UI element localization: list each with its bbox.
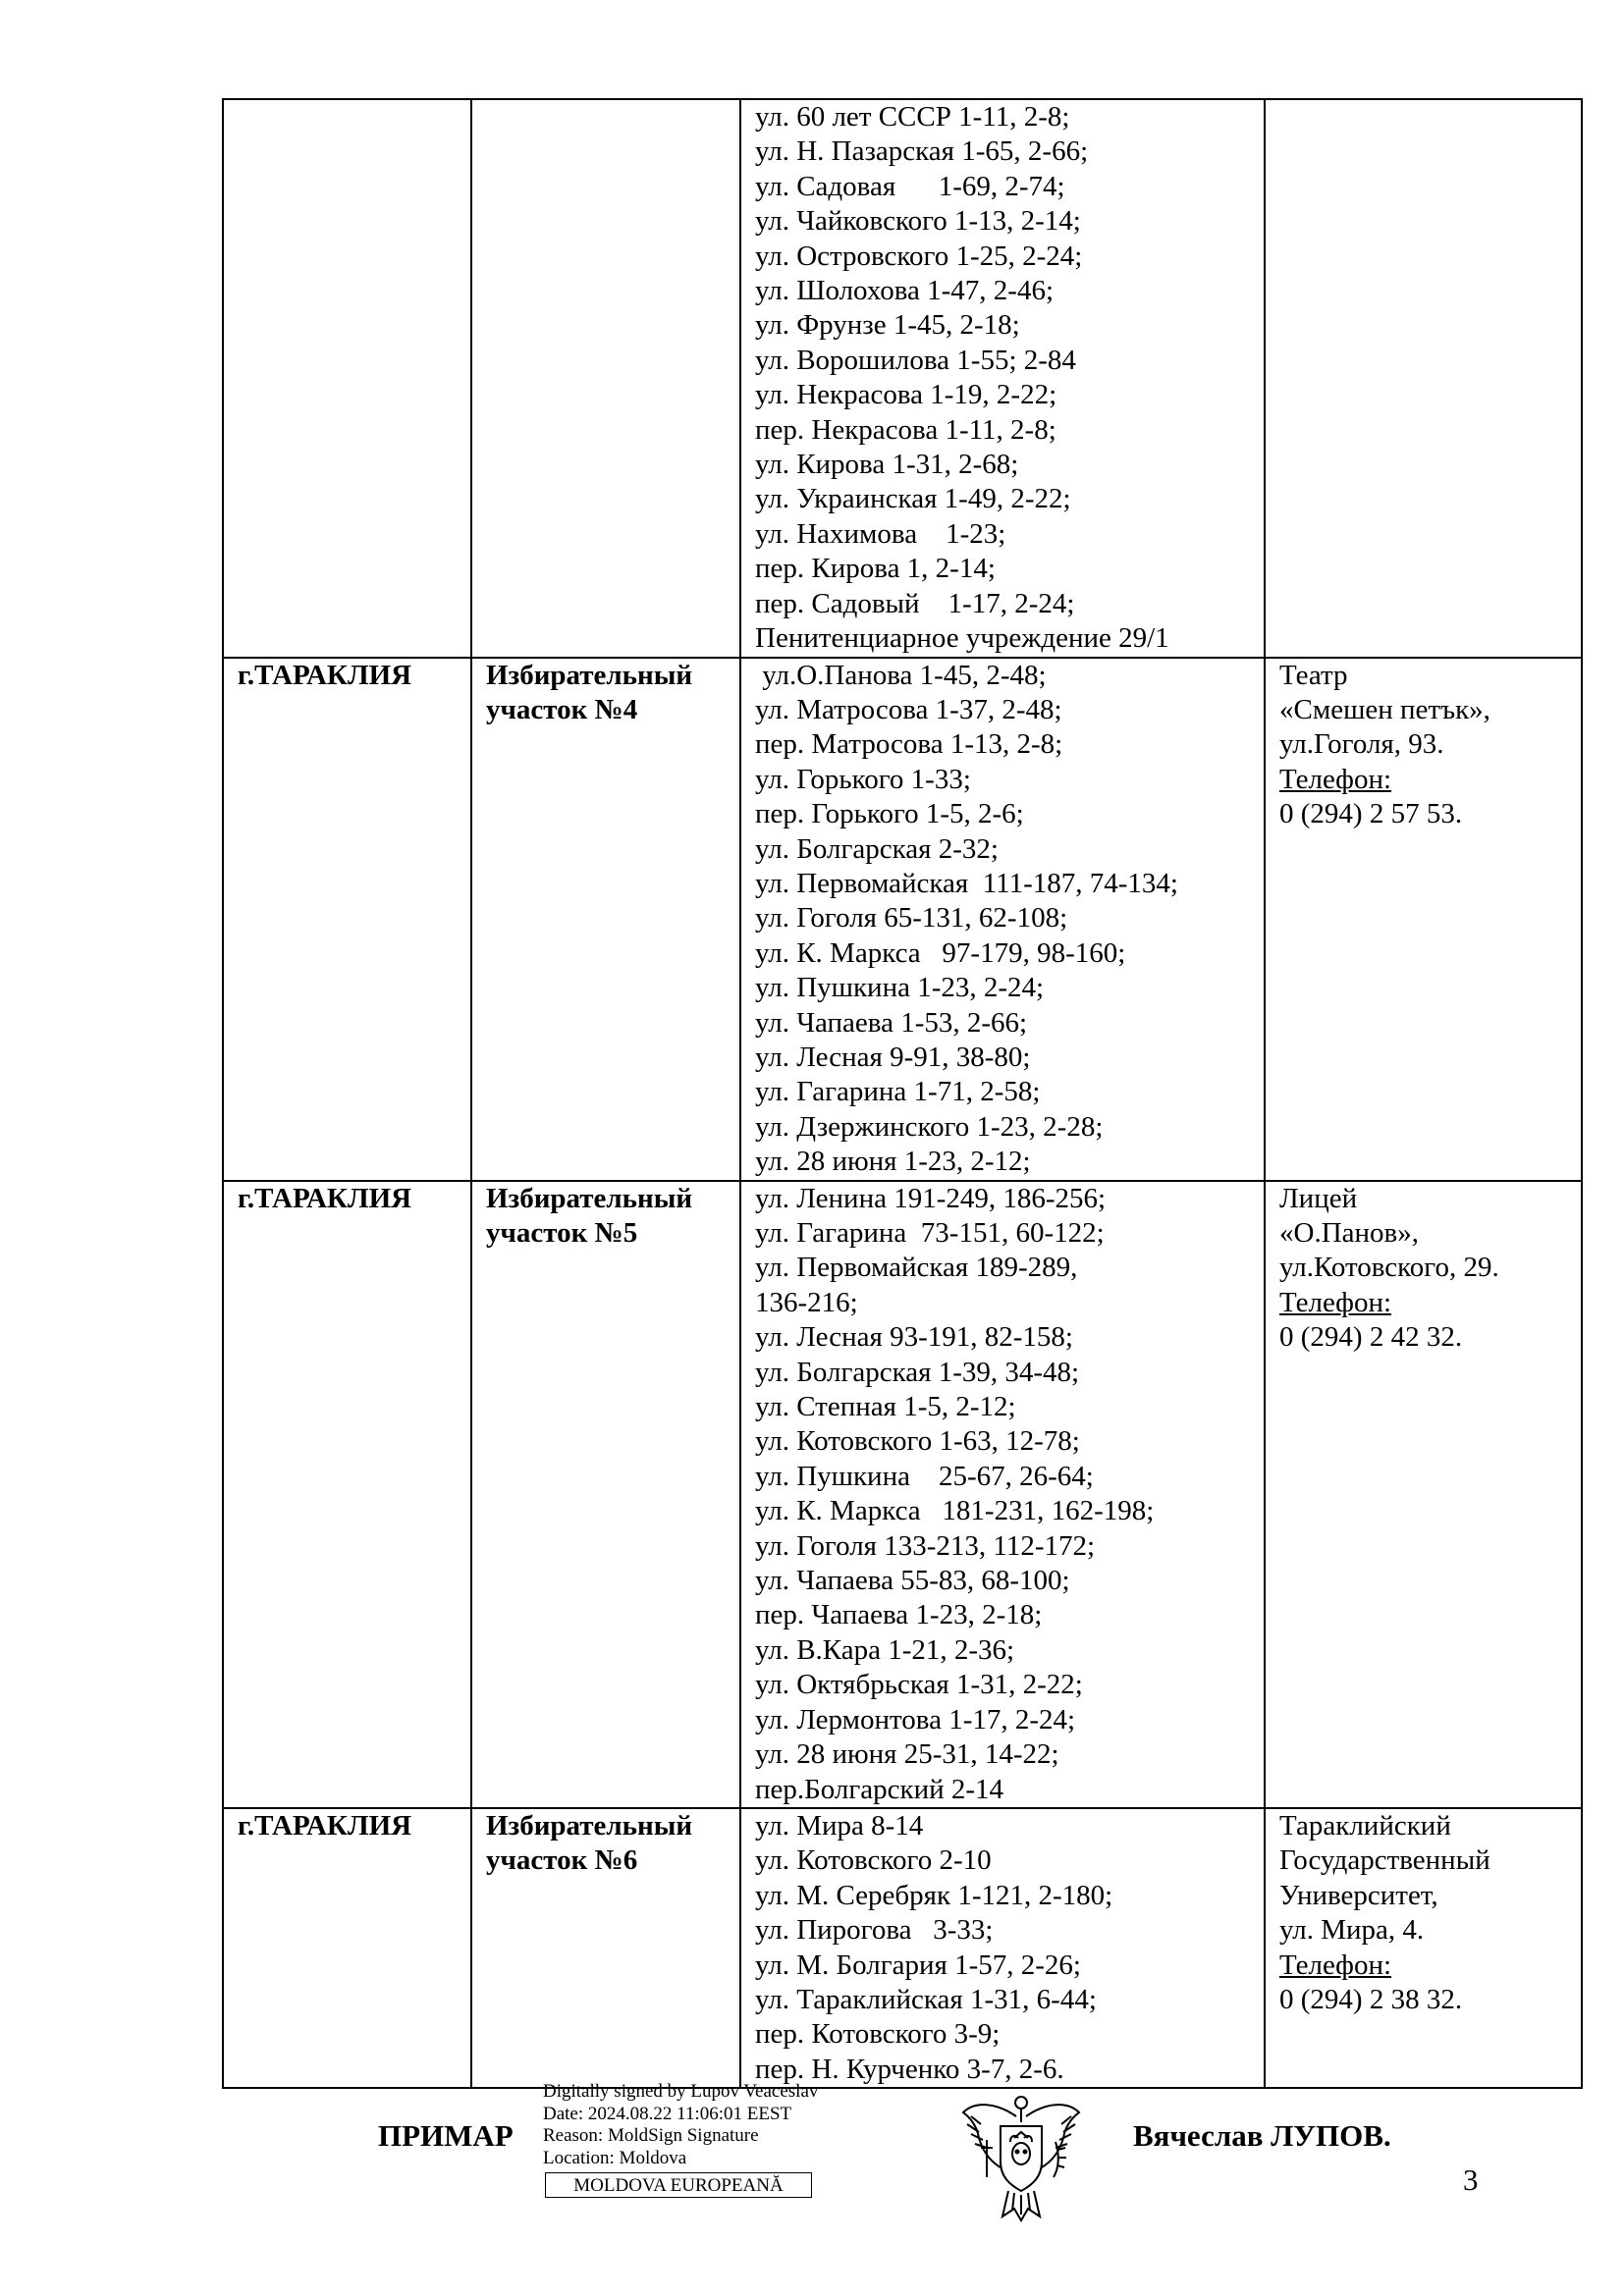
page-number: 3 [1463,2163,1479,2197]
location-cell [1265,99,1582,658]
street-line: ул. В.Кара 1-21, 2-36; [755,1633,1015,1666]
street-line: ул. Болгарская 1-39, 34-48; [755,1356,1080,1388]
location-line: Тараклийский [1279,1809,1451,1842]
district-cell [471,99,740,658]
location-line: ул.Гоголя, 93. [1279,728,1444,761]
city-cell: г.ТАРАКЛИЯ [223,1808,471,2088]
street-line: пер.Болгарский 2-14 [755,1773,1004,1805]
phone-label: Телефон: [1279,1286,1392,1318]
street-line: ул. Гагарина 1-71, 2-58; [755,1076,1041,1108]
street-line: ул. Некрасова 1-19, 2-22; [755,379,1057,411]
street-line: ул. М. Серебряк 1-121, 2-180; [755,1879,1113,1911]
mayor-name: Вячеслав ЛУПОВ. [1133,2118,1391,2153]
street-line: ул. Степная 1-5, 2-12; [755,1391,1016,1423]
city-cell: г.ТАРАКЛИЯ [223,1181,471,1808]
street-line: пер. Горького 1-5, 2-6; [755,798,1024,830]
street-line: пер. Чапаева 1-23, 2-18; [755,1599,1043,1631]
signature-line: Location: Moldova [543,2147,687,2168]
street-line: ул. Лесная 9-91, 38-80; [755,1041,1031,1073]
street-line: ул. Пирогова 3-33; [755,1914,994,1947]
street-line: ул. Пушкина 25-67, 26-64; [755,1460,1094,1492]
street-line: пер. Кирова 1, 2-14; [755,553,996,585]
street-line: ул. Гоголя 133-213, 112-172; [755,1529,1096,1562]
street-line: ул. 28 июня 1-23, 2-12; [755,1146,1031,1178]
city-cell [223,99,471,658]
street-line: ул. Первомайская 189-289, [755,1252,1078,1284]
street-line: ул. Болгарская 2-32; [755,832,999,865]
street-line: ул. Чапаева 1-53, 2-66; [755,1006,1028,1039]
phone-label: Телефон: [1279,763,1392,795]
phone-number: 0 (294) 2 57 53. [1279,798,1463,830]
street-line: ул. Мира 8-14 [755,1809,924,1842]
moldova-coat-of-arms-icon [957,2083,1085,2222]
street-line: ул. Лесная 93-191, 82-158; [755,1321,1073,1354]
street-line: пер. Котовского 3-9; [755,2018,1001,2051]
street-line: ул. Н. Пазарская 1-65, 2-66; [755,135,1089,168]
street-line: ул. Чапаева 55-83, 68-100; [755,1565,1070,1597]
street-line: ул. Лермонтова 1-17, 2-24; [755,1703,1076,1735]
street-line: ул. 60 лет СССР 1-11, 2-8; [755,101,1070,133]
street-line: ул. 28 июня 25-31, 14-22; [755,1738,1059,1771]
street-line: пер. Некрасова 1-11, 2-8; [755,413,1056,446]
district-cell: Избирательный участок №5 [471,1181,740,1808]
phone-number: 0 (294) 2 38 32. [1279,1983,1463,2015]
street-line: ул. Горького 1-33; [755,763,971,795]
streets-cell [740,99,1265,658]
location-line: ул.Котовского, 29. [1279,1252,1499,1284]
street-line: ул. Шолохова 1-47, 2-46; [755,275,1055,307]
street-line: ул. Садовая 1-69, 2-74; [755,170,1065,202]
street-line: ул. Октябрьская 1-31, 2-22; [755,1669,1083,1701]
signature-line: Reason: MoldSign Signature [543,2125,759,2146]
location-line: «О.Панов», [1279,1217,1419,1249]
street-line: ул. Ворошилова 1-55; 2-84 [755,344,1076,376]
streets-cell [740,1808,1265,2088]
street-line: ул. Ленина 191-249, 186-256; [755,1182,1107,1214]
street-line: ул.О.Панова 1-45, 2-48; [755,659,1047,691]
street-line: ул. Островского 1-25, 2-24; [755,240,1083,272]
location-line: Университет, [1279,1879,1438,1911]
street-line: ул. Тараклийская 1-31, 6-44; [755,1983,1097,2015]
signature-badge: MOLDOVA EUROPEANĂ [545,2172,812,2198]
street-line: ул. Матросова 1-37, 2-48; [755,693,1062,725]
location-cell [1265,658,1582,1181]
street-line: ул. Котовского 1-63, 12-78; [755,1425,1080,1458]
table-body [223,99,1582,2088]
signature-line: Digitally signed by Lupov Veaceslav [543,2081,819,2102]
street-line: ул. Нахимова 1-23; [755,517,1006,550]
location-line: «Смешен петък», [1279,693,1490,725]
table-row [223,99,1582,658]
city-cell: г.ТАРАКЛИЯ [223,658,471,1181]
street-line: ул. Гоголя 65-131, 62-108; [755,902,1068,934]
location-line: Государственный [1279,1844,1490,1877]
street-line: ул. М. Болгария 1-57, 2-26; [755,1949,1081,1981]
street-line: ул. Пушкина 1-23, 2-24; [755,972,1045,1004]
location-line: Лицей [1279,1182,1358,1214]
table-row [223,658,1582,1181]
street-line: ул. К. Маркса 97-179, 98-160; [755,936,1126,969]
street-line: пер. Н. Курченко 3-7, 2-6. [755,2053,1064,2085]
digital-signature-block [543,2081,818,2169]
table-row [223,1808,1582,2088]
district-cell: Избирательный участок №4 [471,658,740,1181]
street-line: Пенитенциарное учреждение 29/1 [755,622,1169,655]
streets-cell [740,658,1265,1181]
street-line: ул. Гагарина 73-151, 60-122; [755,1217,1105,1249]
location-cell [1265,1181,1582,1808]
street-line: пер. Матросова 1-13, 2-8; [755,728,1063,761]
street-line: ул. Первомайская 111-187, 74-134; [755,867,1178,899]
location-cell [1265,1808,1582,2088]
street-line: ул. Кирова 1-31, 2-68; [755,449,1019,481]
location-line: Театр [1279,659,1348,691]
streets-cell [740,1181,1265,1808]
street-line: ул. Котовского 2-10 [755,1844,992,1877]
location-line: ул. Мира, 4. [1279,1914,1425,1947]
street-line: пер. Садовый 1-17, 2-24; [755,587,1075,619]
street-line: ул. Украинская 1-49, 2-22; [755,483,1071,515]
polling-stations-table [222,98,1583,2089]
street-line: ул. Дзержинского 1-23, 2-28; [755,1110,1104,1143]
street-line: ул. Фрунзе 1-45, 2-18; [755,309,1020,342]
phone-number: 0 (294) 2 42 32. [1279,1321,1463,1354]
street-line: ул. К. Маркса 181-231, 162-198; [755,1495,1155,1527]
district-cell: Избирательный участок №6 [471,1808,740,2088]
table-row [223,1181,1582,1808]
phone-label: Телефон: [1279,1949,1392,1981]
street-line: ул. Чайковского 1-13, 2-14; [755,205,1081,238]
signature-line: Date: 2024.08.22 11:06:01 EEST [543,2103,792,2124]
street-line: 136-216; [755,1286,858,1318]
primar-label: ПРИМАР [378,2118,514,2153]
